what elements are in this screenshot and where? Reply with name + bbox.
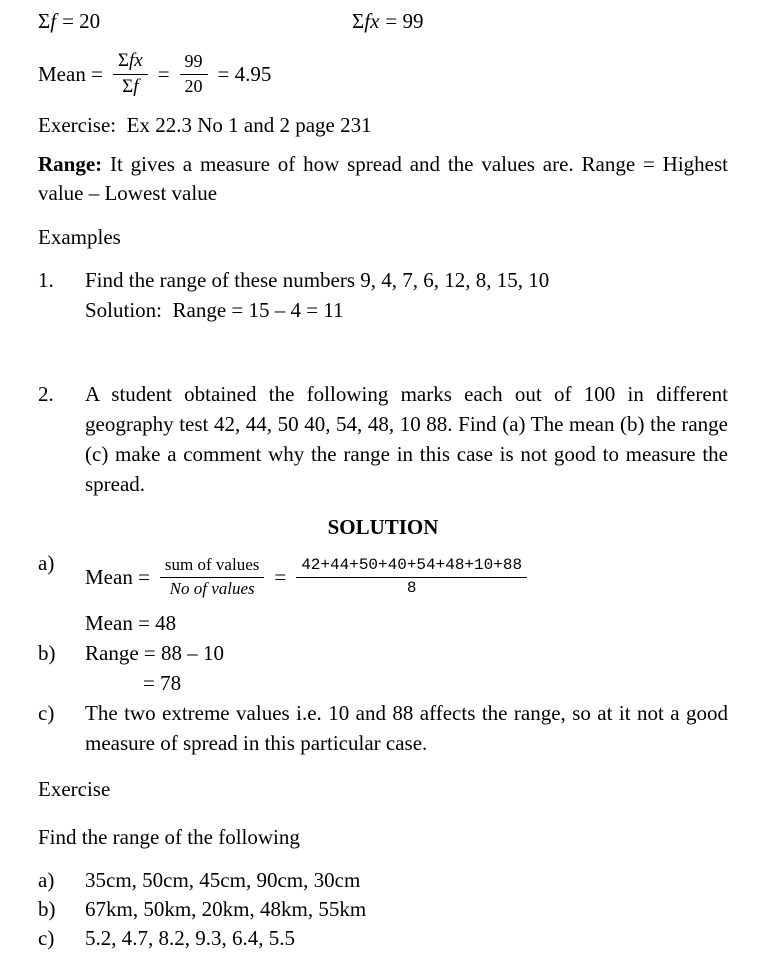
words-fraction <box>160 555 264 599</box>
exercise-reference: Exercise: Ex 22.3 No 1 and 2 page 231 <box>38 113 372 137</box>
examples-heading: Examples <box>38 225 121 249</box>
fraction-denominator: No of values <box>169 578 255 598</box>
variable-fx: fx <box>364 9 380 33</box>
part-a-result: Mean = 48 <box>85 611 177 635</box>
sum-f-value: = 20 <box>62 9 101 33</box>
fraction-numerator: sum of values <box>160 555 264 577</box>
numeric-fraction <box>180 51 208 97</box>
solution-heading: SOLUTION <box>327 515 439 539</box>
equals-sign: = <box>157 61 170 86</box>
mean-lhs: Mean = <box>85 565 150 589</box>
symbolic-fraction <box>113 50 148 99</box>
sigma-symbol: Σ <box>117 49 129 71</box>
part-a-body <box>85 548 728 638</box>
exercise-item-b <box>38 895 728 924</box>
variable-f: f <box>50 9 57 33</box>
list-item-text: 5.2, 4.7, 8.2, 9.3, 6.4, 5.5 <box>85 926 295 950</box>
example-1 <box>38 265 728 325</box>
example-1-question: Find the range of these numbers 9, 4, 7, 6, 12, 8, 15, 10 <box>85 268 550 292</box>
example-1-body <box>85 265 728 325</box>
part-b-body <box>85 638 728 698</box>
sigma-symbol: Σ <box>352 9 365 33</box>
example-2-question: A student obtained the following marks each out of 100 in different geography test 42, 44, 50 40, 54, 48, 10 88. Find (a) The mean (b) the range (c) make a comment why the range in this case is not good to measure the spread. <box>85 382 728 496</box>
range-definition <box>38 150 728 208</box>
exercise-heading: Exercise <box>38 777 111 801</box>
sum-fx-value: = 99 <box>385 9 424 33</box>
part-b-line2: = 78 <box>143 671 182 695</box>
solution-part-c <box>38 698 728 758</box>
list-item-label: a) <box>38 868 55 892</box>
fraction-denominator: 8 <box>406 578 417 597</box>
list-item-label: a) <box>38 551 55 575</box>
variable-f: f <box>133 75 139 97</box>
example-2 <box>38 379 728 499</box>
fraction-numerator: 42+44+50+40+54+48+10+88 <box>296 556 527 577</box>
list-item-text: 35cm, 50cm, 45cm, 90cm, 30cm <box>85 868 361 892</box>
exercise-prompt: Find the range of the following <box>38 825 300 849</box>
sum-fx-equation <box>352 6 423 36</box>
fraction-denominator: 20 <box>184 75 203 96</box>
sums-row <box>38 6 728 36</box>
list-item-label: c) <box>38 926 55 950</box>
list-item-label: b) <box>38 641 56 665</box>
exercise-item-a <box>38 866 728 895</box>
sigma-symbol: Σ <box>122 75 134 97</box>
list-item-number: 1. <box>38 268 54 292</box>
solution-part-a <box>38 548 728 638</box>
range-label: Range: <box>38 152 103 176</box>
list-item-text: 67km, 50km, 20km, 48km, 55km <box>85 897 367 921</box>
equals-sign: = <box>274 565 287 589</box>
part-a-equation <box>85 548 728 606</box>
range-definition-text: It gives a measure of how spread and the values are. Range = Highest value – Lowest value <box>38 152 728 205</box>
mean-lhs: Mean = <box>38 61 103 86</box>
part-b-line1: Range = 88 – 10 <box>85 641 224 665</box>
list-item-label: b) <box>38 897 56 921</box>
mean-result: = 4.95 <box>217 61 272 86</box>
part-c-text: The two extreme values i.e. 10 and 88 affects the range, so at it not a good measure of spread in this particular case. <box>85 701 728 755</box>
variable-fx: fx <box>128 49 143 71</box>
fraction-denominator <box>122 75 138 99</box>
list-item-number: 2. <box>38 382 54 406</box>
solution-part-b <box>38 638 728 698</box>
mean-equation <box>38 46 728 102</box>
example-1-solution: Solution: Range = 15 – 4 = 11 <box>85 298 344 322</box>
fraction-numerator <box>113 50 148 75</box>
numbers-fraction <box>296 556 527 597</box>
list-item-label: c) <box>38 701 55 725</box>
sigma-symbol: Σ <box>38 9 51 33</box>
fraction-numerator: 99 <box>180 51 208 75</box>
exercise-item-c <box>38 924 728 953</box>
sum-f-equation <box>38 6 352 36</box>
